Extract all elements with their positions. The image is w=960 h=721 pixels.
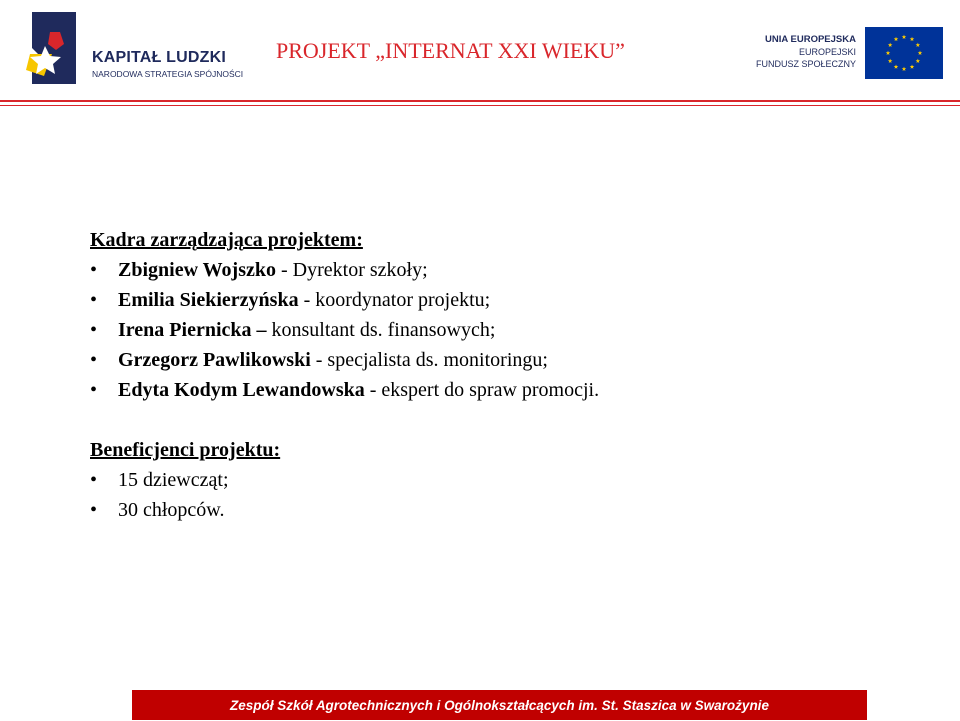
list-item xyxy=(90,255,890,285)
person-name: Emilia Siekierzyńska xyxy=(118,289,299,311)
beneficjenci-list xyxy=(90,465,890,525)
list-item xyxy=(90,315,890,345)
kadra-list xyxy=(90,255,890,405)
header-divider-thick xyxy=(0,100,960,102)
eu-line-3: FUNDUSZ SPOŁECZNY xyxy=(755,59,856,69)
person-role: konsultant ds. finansowych; xyxy=(266,319,496,341)
list-item xyxy=(90,375,890,405)
header-divider-thin xyxy=(0,105,960,106)
beneficjenci-title: Beneficjenci projektu: xyxy=(90,439,281,461)
logo-kl-subtitle: NARODOWA STRATEGIA SPÓJNOŚCI xyxy=(92,69,244,79)
eu-line-2: EUROPEJSKI xyxy=(798,47,856,57)
kadra-title: Kadra zarządzająca projektem: xyxy=(90,229,363,251)
person-role: - koordynator projektu; xyxy=(298,289,491,311)
logo-kl-title: KAPITAŁ LUDZKI xyxy=(92,49,227,66)
list-item xyxy=(90,285,890,315)
person-name: Edyta Kodym Lewandowska xyxy=(118,379,365,401)
eu-flag-icon xyxy=(865,27,943,79)
list-item: • 30 chłopców. xyxy=(90,495,890,525)
section-gap xyxy=(90,405,890,435)
eu-line-1: UNIA EUROPEJSKA xyxy=(765,34,856,45)
eu-logo-text xyxy=(756,34,856,70)
kapital-ludzki-logo xyxy=(12,10,247,90)
list-item: • 15 dziewcząt; xyxy=(90,465,890,495)
person-name: Zbigniew Wojszko xyxy=(118,259,276,281)
person-name: Grzegorz Pawlikowski xyxy=(118,349,311,371)
list-item xyxy=(90,345,890,375)
person-name: Irena Piernicka – xyxy=(118,319,267,341)
person-role: - ekspert do spraw promocji. xyxy=(364,379,600,401)
page-title: PROJEKT „INTERNAT XXI WIEKU” xyxy=(276,38,625,63)
person-role: - Dyrektor szkoły; xyxy=(276,259,428,281)
slide-content xyxy=(90,225,890,525)
footer-banner: Zespół Szkół Agrotechnicznych i Ogólnokształcących im. St. Staszica w Swarożynie xyxy=(132,690,867,720)
kapital-ludzki-emblem-icon xyxy=(12,10,82,90)
person-role: - specjalista ds. monitoringu; xyxy=(310,349,548,371)
